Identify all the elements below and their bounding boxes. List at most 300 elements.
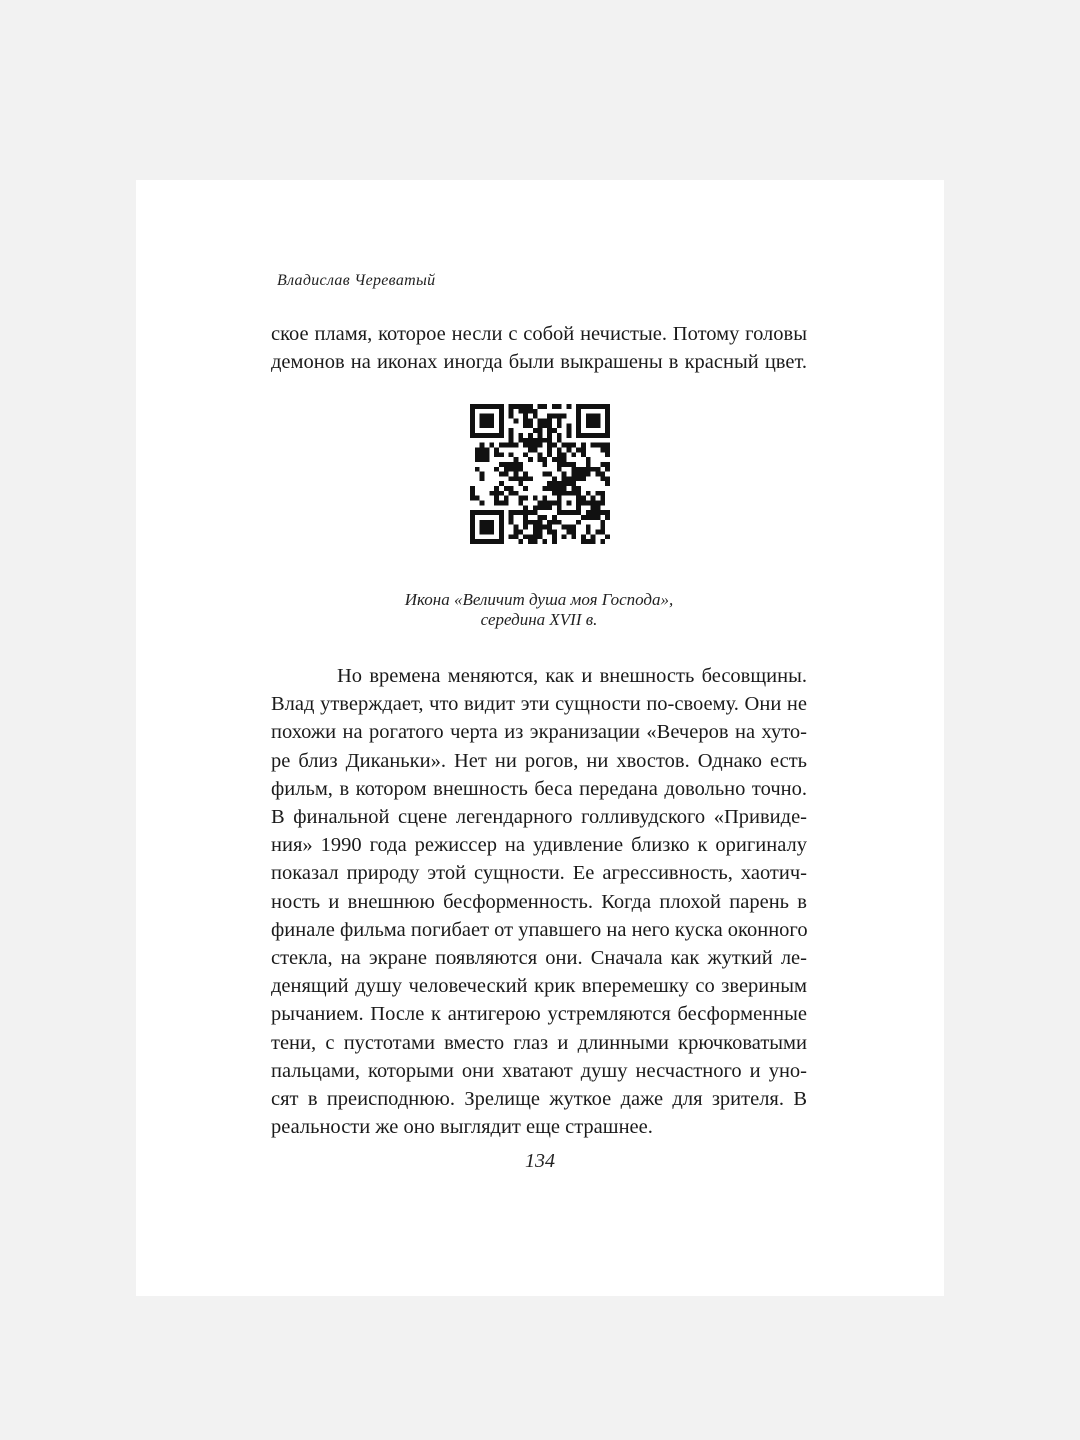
qr-module <box>470 404 475 409</box>
qr-module <box>581 443 586 448</box>
qr-module <box>586 418 591 423</box>
qr-module <box>523 472 528 477</box>
qr-module <box>562 462 567 467</box>
qr-module <box>557 423 562 428</box>
qr-module <box>528 447 533 452</box>
qr-module <box>513 534 518 539</box>
qr-module <box>552 491 557 496</box>
qr-module <box>547 414 552 419</box>
qr-module <box>547 438 552 443</box>
qr-module <box>557 447 562 452</box>
qr-module <box>480 476 485 481</box>
qr-module <box>571 534 576 539</box>
qr-module <box>600 530 605 535</box>
qr-module <box>552 530 557 535</box>
qr-module <box>596 505 601 510</box>
qr-module <box>552 534 557 539</box>
qr-module <box>499 428 504 433</box>
qr-module <box>557 433 562 438</box>
qr-module <box>542 462 547 467</box>
qr-module <box>538 515 543 520</box>
qr-module <box>509 467 514 472</box>
qr-module <box>552 539 557 544</box>
qr-module <box>547 472 552 477</box>
qr-module <box>475 433 480 438</box>
qr-module <box>480 539 485 544</box>
qr-module <box>480 472 485 477</box>
qr-module <box>499 462 504 467</box>
qr-module <box>605 462 610 467</box>
qr-module <box>586 515 591 520</box>
qr-module <box>538 534 543 539</box>
qr-module <box>489 414 494 419</box>
qr-module <box>581 476 586 481</box>
qr-module <box>513 418 518 423</box>
qr-module <box>567 423 572 428</box>
qr-module <box>480 418 485 423</box>
qr-module <box>484 510 489 515</box>
qr-module <box>509 520 514 525</box>
qr-module <box>484 423 489 428</box>
qr-module <box>523 520 528 525</box>
qr-module <box>591 467 596 472</box>
qr-module <box>528 539 533 544</box>
qr-module <box>489 443 494 448</box>
qr-module <box>562 457 567 462</box>
qr-module <box>499 501 504 506</box>
qr-module <box>567 443 572 448</box>
qr-module <box>518 510 523 515</box>
qr-module <box>557 418 562 423</box>
qr-module <box>489 491 494 496</box>
qr-module <box>509 404 514 409</box>
qr-module <box>600 476 605 481</box>
qr-module <box>576 510 581 515</box>
qr-module <box>499 491 504 496</box>
qr-module <box>523 452 528 457</box>
qr-module <box>605 414 610 419</box>
text-line: Но времена меняются, как и внешность бесовщины. <box>337 665 807 687</box>
qr-module <box>571 472 576 477</box>
qr-module <box>576 496 581 501</box>
qr-module <box>499 539 504 544</box>
top-paragraph <box>271 320 807 376</box>
qr-module <box>571 443 576 448</box>
qr-module <box>567 404 572 409</box>
qr-module <box>484 433 489 438</box>
qr-module <box>533 505 538 510</box>
text-line: ское пламя, которое несли с собой нечистые. Потому головы <box>271 323 807 345</box>
qr-module <box>509 414 514 419</box>
qr-module <box>600 539 605 544</box>
qr-module <box>552 457 557 462</box>
qr-module <box>562 476 567 481</box>
qr-module <box>528 520 533 525</box>
qr-module <box>518 462 523 467</box>
qr-module <box>523 505 528 510</box>
qr-module <box>557 404 562 409</box>
qr-module <box>547 486 552 491</box>
qr-module <box>557 438 562 443</box>
qr-module <box>528 404 533 409</box>
caption-line: середина XVII в. <box>480 610 598 629</box>
qr-module <box>475 510 480 515</box>
qr-module <box>567 510 572 515</box>
qr-module <box>480 520 485 525</box>
qr-module <box>528 534 533 539</box>
qr-module <box>475 447 480 452</box>
qr-module <box>586 472 591 477</box>
qr-module <box>567 481 572 486</box>
qr-module <box>581 534 586 539</box>
qr-module <box>523 476 528 481</box>
qr-module <box>605 443 610 448</box>
qr-module <box>533 510 538 515</box>
qr-module <box>605 510 610 515</box>
qr-module <box>557 467 562 472</box>
qr-module <box>596 491 601 496</box>
qr-module <box>538 433 543 438</box>
qr-module <box>547 443 552 448</box>
qr-module <box>576 414 581 419</box>
qr-module <box>504 467 509 472</box>
qr-module <box>470 409 475 414</box>
qr-module <box>596 404 601 409</box>
qr-module <box>600 525 605 530</box>
qr-module <box>484 525 489 530</box>
qr-module <box>547 447 552 452</box>
qr-module <box>499 530 504 535</box>
qr-module <box>533 525 538 530</box>
qr-module <box>591 515 596 520</box>
qr-module <box>518 539 523 544</box>
qr-module <box>557 505 562 510</box>
qr-module <box>513 404 518 409</box>
qr-module <box>470 530 475 535</box>
qr-module <box>533 530 538 535</box>
qr-module <box>513 467 518 472</box>
qr-module <box>567 476 572 481</box>
qr-module <box>591 433 596 438</box>
qr-module <box>475 452 480 457</box>
qr-module <box>576 428 581 433</box>
qr-module <box>605 447 610 452</box>
qr-module <box>576 520 581 525</box>
qr-module <box>552 486 557 491</box>
running-head: Владислав Череватый <box>277 272 436 289</box>
qr-module <box>562 443 567 448</box>
qr-module <box>552 443 557 448</box>
qr-module <box>475 457 480 462</box>
qr-module <box>542 505 547 510</box>
qr-module <box>576 433 581 438</box>
qr-module <box>576 505 581 510</box>
qr-module <box>538 530 543 535</box>
qr-module <box>470 520 475 525</box>
qr-module <box>547 520 552 525</box>
qr-module <box>523 438 528 443</box>
qr-module <box>499 481 504 486</box>
qr-module <box>470 525 475 530</box>
figure-caption <box>271 590 807 630</box>
qr-module <box>562 452 567 457</box>
qr-module <box>542 472 547 477</box>
qr-module <box>591 505 596 510</box>
book-page <box>136 180 944 1296</box>
qr-module <box>489 520 494 525</box>
qr-module <box>533 409 538 414</box>
qr-module <box>542 539 547 544</box>
qr-module <box>509 510 514 515</box>
qr-module <box>596 530 601 535</box>
qr-module <box>494 539 499 544</box>
qr-module <box>499 443 504 448</box>
qr-module <box>591 534 596 539</box>
qr-module <box>596 472 601 477</box>
qr-module <box>571 467 576 472</box>
qr-module <box>591 443 596 448</box>
main-paragraph <box>271 662 807 1141</box>
qr-module <box>586 491 591 496</box>
qr-module <box>605 428 610 433</box>
qr-module <box>509 452 514 457</box>
qr-module <box>504 501 509 506</box>
qr-module <box>484 447 489 452</box>
qr-module <box>605 515 610 520</box>
qr-module <box>605 423 610 428</box>
qr-module <box>509 486 514 491</box>
qr-module <box>542 418 547 423</box>
qr-module <box>557 414 562 419</box>
qr-module <box>586 423 591 428</box>
qr-module <box>528 438 533 443</box>
qr-module <box>600 491 605 496</box>
qr-module <box>542 486 547 491</box>
qr-module <box>600 501 605 506</box>
qr-module <box>557 510 562 515</box>
qr-module <box>600 520 605 525</box>
qr-module <box>480 457 485 462</box>
qr-module <box>499 510 504 515</box>
qr-module <box>605 404 610 409</box>
qr-module <box>600 447 605 452</box>
qr-module <box>494 501 499 506</box>
qr-module <box>513 457 518 462</box>
qr-module <box>484 418 489 423</box>
qr-module <box>499 472 504 477</box>
qr-module <box>484 520 489 525</box>
qr-module <box>509 433 514 438</box>
qr-module <box>528 409 533 414</box>
text-line: фильм, в котором внешность беса передана довольно точно. <box>271 777 807 800</box>
qr-module <box>557 457 562 462</box>
qr-module <box>557 501 562 506</box>
qr-module <box>509 443 514 448</box>
qr-module <box>600 433 605 438</box>
qr-module <box>586 501 591 506</box>
text-line: стекла, на экране появляются они. Сначала как жуткий ле- <box>271 947 807 970</box>
qr-module <box>484 530 489 535</box>
qr-module <box>538 418 543 423</box>
qr-module <box>533 539 538 544</box>
qr-module <box>581 539 586 544</box>
qr-module <box>538 505 543 510</box>
qr-module <box>470 515 475 520</box>
text-line: демонов на иконах иногда были выкрашены в красный цвет. <box>271 351 807 374</box>
qr-module <box>480 447 485 452</box>
qr-module <box>538 423 543 428</box>
qr-code-icon[interactable] <box>470 404 610 544</box>
qr-module <box>499 525 504 530</box>
qr-module <box>552 520 557 525</box>
qr-module <box>484 539 489 544</box>
qr-module <box>547 530 552 535</box>
qr-module <box>605 476 610 481</box>
qr-module <box>523 404 528 409</box>
qr-module <box>523 409 528 414</box>
qr-module <box>518 481 523 486</box>
qr-module <box>475 496 480 501</box>
qr-module <box>523 534 528 539</box>
qr-module <box>518 409 523 414</box>
qr-module <box>499 515 504 520</box>
qr-module <box>542 438 547 443</box>
qr-module <box>542 423 547 428</box>
qr-module <box>494 491 499 496</box>
qr-module <box>509 438 514 443</box>
qr-module <box>470 428 475 433</box>
qr-module <box>581 496 586 501</box>
qr-module <box>591 496 596 501</box>
qr-module <box>523 414 528 419</box>
qr-module <box>475 404 480 409</box>
qr-module <box>484 404 489 409</box>
qr-module <box>484 414 489 419</box>
qr-module <box>499 423 504 428</box>
qr-module <box>489 530 494 535</box>
qr-module <box>470 433 475 438</box>
qr-module <box>504 472 509 477</box>
qr-module <box>533 534 538 539</box>
qr-module <box>513 472 518 477</box>
qr-module <box>533 520 538 525</box>
qr-module <box>499 534 504 539</box>
qr-module <box>489 539 494 544</box>
qr-module <box>523 525 528 530</box>
qr-module <box>538 443 543 448</box>
qr-module <box>576 472 581 477</box>
qr-module <box>523 443 528 448</box>
qr-module <box>499 433 504 438</box>
qr-module <box>542 501 547 506</box>
qr-module <box>586 462 591 467</box>
qr-module <box>542 496 547 501</box>
text-line: ре близ Диканьки». Нет ни рогов, ни хвостов. Однако есть <box>271 749 807 772</box>
qr-module <box>557 481 562 486</box>
qr-module <box>591 510 596 515</box>
qr-module <box>489 423 494 428</box>
qr-module <box>538 404 543 409</box>
qr-module <box>499 414 504 419</box>
qr-module <box>499 520 504 525</box>
qr-module <box>509 409 514 414</box>
qr-module <box>533 496 538 501</box>
qr-module <box>605 467 610 472</box>
qr-module <box>596 515 601 520</box>
text-line: пальцами, которыми они хватают душу несчастного и уно- <box>271 1059 807 1082</box>
qr-module <box>513 462 518 467</box>
qr-module <box>596 501 601 506</box>
qr-module <box>562 486 567 491</box>
text-line: ния» 1990 года режиссер на удивление близко к оригиналу <box>271 834 807 857</box>
qr-module <box>567 447 572 452</box>
qr-module <box>542 525 547 530</box>
qr-module <box>596 443 601 448</box>
qr-module <box>533 447 538 452</box>
qr-module <box>571 481 576 486</box>
qr-module <box>576 404 581 409</box>
qr-module <box>562 525 567 530</box>
text-line: Влад утверждает, что видит эти сущности по-своему. Они не <box>271 693 807 716</box>
qr-module <box>571 486 576 491</box>
qr-module <box>571 510 576 515</box>
qr-module <box>576 423 581 428</box>
qr-module <box>494 467 499 472</box>
qr-module <box>528 418 533 423</box>
qr-module <box>470 486 475 491</box>
qr-module <box>499 404 504 409</box>
qr-module <box>557 496 562 501</box>
qr-module <box>567 433 572 438</box>
qr-module <box>591 423 596 428</box>
qr-module <box>494 404 499 409</box>
qr-module <box>513 530 518 535</box>
qr-module <box>518 496 523 501</box>
qr-module <box>523 423 528 428</box>
qr-module <box>596 423 601 428</box>
text-line: реальности же оно выглядит еще страшнее. <box>271 1116 653 1139</box>
qr-module <box>557 486 562 491</box>
qr-module <box>552 481 557 486</box>
text-line: показал природу этой сущности. Ее агрессивность, хаотич- <box>271 862 807 885</box>
qr-module <box>504 486 509 491</box>
qr-module <box>470 510 475 515</box>
text-line: рычанием. После к антигерою устремляются бесформенные <box>271 1003 807 1026</box>
text-line: тени, с пустотами вместо глаз и длинными крючковатыми <box>271 1031 807 1054</box>
qr-module <box>547 481 552 486</box>
qr-module <box>576 486 581 491</box>
qr-module <box>499 452 504 457</box>
text-line: похожи на рогатого черта из экранизации «Вечеров на хуто- <box>271 721 807 744</box>
qr-module <box>605 452 610 457</box>
qr-module <box>494 510 499 515</box>
qr-module <box>480 525 485 530</box>
qr-module <box>586 525 591 530</box>
qr-module <box>547 433 552 438</box>
qr-module <box>523 510 528 515</box>
qr-module <box>480 414 485 419</box>
qr-module <box>513 491 518 496</box>
qr-module <box>552 476 557 481</box>
qr-module <box>547 418 552 423</box>
qr-module <box>600 472 605 477</box>
qr-module <box>518 501 523 506</box>
qr-module <box>567 530 572 535</box>
qr-module <box>494 452 499 457</box>
qr-module <box>538 428 543 433</box>
qr-module <box>533 443 538 448</box>
qr-module <box>562 481 567 486</box>
